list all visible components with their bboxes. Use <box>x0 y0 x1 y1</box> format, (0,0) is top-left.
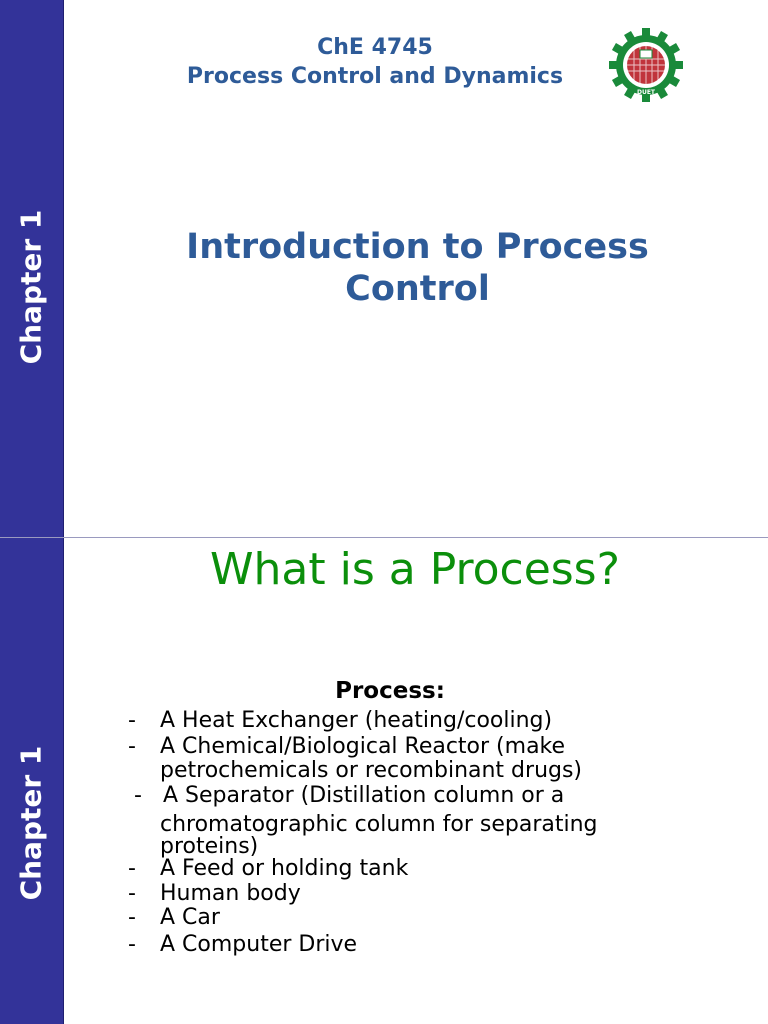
list-item: A Separator (Distillation column or a <box>163 783 565 808</box>
process-list <box>0 538 768 1024</box>
list-item: A Feed or holding tank <box>160 856 409 881</box>
slide-title <box>140 226 695 310</box>
bullet-dash: - <box>128 734 136 759</box>
process-heading: Process: <box>335 678 445 704</box>
bullet-dash: - <box>128 932 136 957</box>
bullet-dash: - <box>128 905 136 930</box>
chapter-label: Chapter 1 <box>14 745 48 901</box>
chapter-sidebar <box>0 0 64 538</box>
slide-title-line1: Introduction to Process <box>186 227 649 267</box>
course-code: ChE 4745 <box>317 35 433 60</box>
list-item: A Chemical/Biological Reactor (make <box>160 734 566 759</box>
course-header <box>140 33 610 91</box>
list-item-continuation: petrochemicals or recombinant drugs) <box>160 758 583 783</box>
course-name: Process Control and Dynamics <box>186 64 564 89</box>
bullet-dash: - <box>134 783 142 808</box>
list-item: A Heat Exchanger (heating/cooling) <box>160 708 553 733</box>
list-item: A Computer Drive <box>160 932 358 957</box>
bullet-dash: - <box>128 881 136 906</box>
slide-what-is-process <box>0 538 768 1024</box>
university-logo <box>608 27 684 103</box>
slide-title-line2: Control <box>345 269 490 309</box>
slide-title: What is a Process? <box>210 544 620 595</box>
bullet-dash: - <box>128 856 136 881</box>
list-item: A Car <box>160 905 220 930</box>
list-item-continuation: proteins) <box>160 834 259 859</box>
logo-text: DUET <box>636 89 656 96</box>
list-item-continuation: chromatographic column for separating <box>160 812 598 837</box>
list-item: Human body <box>160 881 301 906</box>
chapter-label: Chapter 1 <box>14 209 48 365</box>
bullet-dash: - <box>128 708 136 733</box>
